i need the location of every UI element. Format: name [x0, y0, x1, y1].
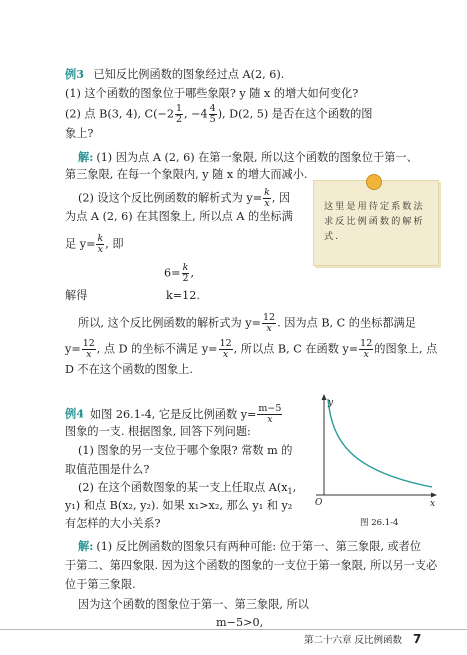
solution-2-line-a-end: , 因 [271, 191, 291, 205]
figure-caption: 图 26.1-4 [360, 518, 399, 528]
x-axis-arrow-icon [431, 493, 437, 498]
example-4-intro-a: 如图 26.1-4, 它是反比例函数 y= [89, 407, 257, 421]
example-4-solution-1-line-c: 位于第三象限. [65, 578, 136, 591]
x-axis-label: x [430, 499, 436, 509]
example-3-solution-2 [78, 188, 290, 209]
y-axis-label: y [328, 398, 334, 408]
frac-den: 2 [182, 273, 189, 284]
example-4-question-2-line-b: y₁) 和点 B(x₂, y₂). 如果 x₁>x₂, 那么 y₁ 和 y₂ [65, 499, 293, 512]
fraction-k-over-x [263, 188, 271, 209]
example-4-solution-1-line-b: 于第二、第四象限. 因为这个函数的图象的一支位于第一象限, 所以另一支必 [65, 559, 438, 572]
frac-num: k [182, 262, 189, 273]
frac-den: x [363, 349, 369, 360]
fraction-m-minus-5-over-x [257, 404, 282, 425]
hyperbola-branch [328, 399, 432, 487]
example-3-solution-1 [78, 150, 418, 165]
frac-den: x [222, 349, 229, 360]
frac-den: 5 [209, 114, 216, 125]
fraction-12-over-x-b1 [82, 339, 96, 360]
frac-den: x [86, 349, 92, 360]
example-3-question-1: (1) 这个函数的图象位于哪些象限? y 随 x 的增大如何变化? [65, 87, 359, 100]
example-3-solution-2-line-c [65, 234, 124, 255]
fraction-one-half [175, 104, 183, 125]
fraction-12-over-x-b2 [219, 339, 233, 360]
example-3-solution-2-line-b: 为点 A (2, 6) 在其图象上, 所以点 A 的坐标满 [65, 210, 293, 223]
solution-label: 解: [78, 150, 94, 164]
example-3-question-2 [65, 104, 372, 125]
frac-num: 12 [263, 312, 276, 323]
frac-den: x [97, 244, 104, 255]
origin-label: O [315, 498, 323, 508]
solution-2-line-a: (2) 设这个反比例函数的解析式为 y= [78, 191, 263, 205]
example-4-question-2 [78, 481, 296, 499]
fraction-four-fifths [209, 104, 217, 125]
footer-divider [0, 629, 467, 630]
example-4-question-2-line-c: 有怎样的大小关系? [65, 517, 161, 530]
example-3-conclusion-b [65, 339, 437, 360]
frac-num: 4 [209, 103, 216, 114]
y-axis-arrow-icon [322, 394, 327, 400]
example-3-label: 例3 [65, 67, 84, 81]
frac-num: k [264, 187, 270, 198]
solve-equation: k=12. [166, 289, 200, 302]
q2-part-c: ), D(2, 5) 是否在这个函数的图 [217, 107, 373, 121]
example-3-conclusion-c: D 不在这个函数的图象上. [65, 363, 193, 376]
frac-den: 2 [175, 114, 183, 125]
conclusion-b2: , 点 D 的坐标不满足 y= [96, 342, 218, 356]
solution-label: 解: [78, 539, 94, 553]
footer-chapter-title: 第二十六章 反比例函数 [304, 635, 403, 646]
fraction-12-over-x [262, 313, 276, 334]
conclusion-a: 所以, 这个反比例函数的解析式为 y= [78, 316, 261, 330]
example-4-solution-1 [78, 539, 421, 554]
conclusion-b3: , 所以点 B, C 在函数 y= [233, 342, 359, 356]
frac-num: m−5 [258, 403, 282, 414]
q2-a-end: , [292, 481, 297, 494]
eq-end: , [190, 266, 195, 280]
example-4-intro-b: 图象的一支. 根据图象, 回答下列问题: [65, 425, 251, 438]
example-4-label: 例4 [65, 406, 84, 421]
q2-a: (2) 在这个函数图象的某一支上任取点 A(x [78, 481, 288, 494]
solution-2-line-c-end: , 即 [105, 237, 124, 251]
conclusion-a-end: . 因为点 B, C 的坐标都满足 [277, 316, 416, 330]
fraction-k-over-2 [182, 263, 190, 284]
frac-den: x [266, 323, 272, 334]
figure-26-1-4 [310, 393, 440, 513]
frac-num: k [97, 233, 104, 244]
example-4-intro [65, 404, 283, 425]
example-4-inequality: m−5>0, [216, 616, 264, 629]
pushpin-icon [366, 174, 382, 190]
frac-num: 1 [175, 103, 183, 114]
sticky-note-text: 这里是用待定系数法求反比例函数的解析式. [324, 201, 425, 242]
frac-den: x [267, 414, 273, 425]
q2-a-sub: 1 [287, 487, 293, 497]
solution-2-line-c: 足 y= [65, 237, 96, 251]
example-3-heading [65, 67, 284, 82]
conclusion-b1: y= [65, 342, 81, 356]
solve-word: 解得 [65, 289, 88, 302]
frac-num: 12 [82, 338, 95, 349]
fraction-k-over-x-2 [96, 234, 104, 255]
conclusion-b4: 的图象上, 点 [374, 342, 438, 356]
fraction-12-over-x-b3 [359, 339, 373, 360]
solution-1-line-a: (1) 因为点 A (2, 6) 在第一象限, 所以这个函数的图象位于第一、 [96, 151, 418, 164]
frac-den: x [264, 198, 270, 209]
example-4-question-1: (1) 图象的另一支位于哪个象限? 常数 m 的 [78, 444, 293, 457]
frac-num: 12 [219, 338, 232, 349]
example-3-question-2-cont: 象上? [65, 127, 94, 140]
example-4-sol-a: (1) 反比例函数的图象只有两种可能: 位于第一、第三象限, 或者位 [96, 540, 422, 553]
page-number: 7 [413, 632, 422, 646]
example-4-question-1-cont: 取值范围是什么? [65, 463, 150, 476]
q2-part-b: , −4 [184, 107, 208, 121]
example-3-statement: 已知反比例函数的图象经过点 A(2, 6). [93, 68, 285, 81]
example-3-conclusion-a [78, 313, 416, 334]
q2-part-a: (2) 点 B(3, 4), C(−2 [65, 107, 174, 121]
sticky-note [313, 180, 439, 266]
eq-left: 6= [164, 266, 181, 280]
example-4-solution-1-line-d: 因为这个函数的图象位于第一、第三象限, 所以 [78, 598, 309, 611]
frac-num: 12 [360, 338, 373, 349]
equation-6-equals-k-over-2 [164, 263, 194, 284]
example-3-solution-1-cont: 第三象限, 在每一个象限内, y 随 x 的增大而减小. [65, 168, 308, 181]
